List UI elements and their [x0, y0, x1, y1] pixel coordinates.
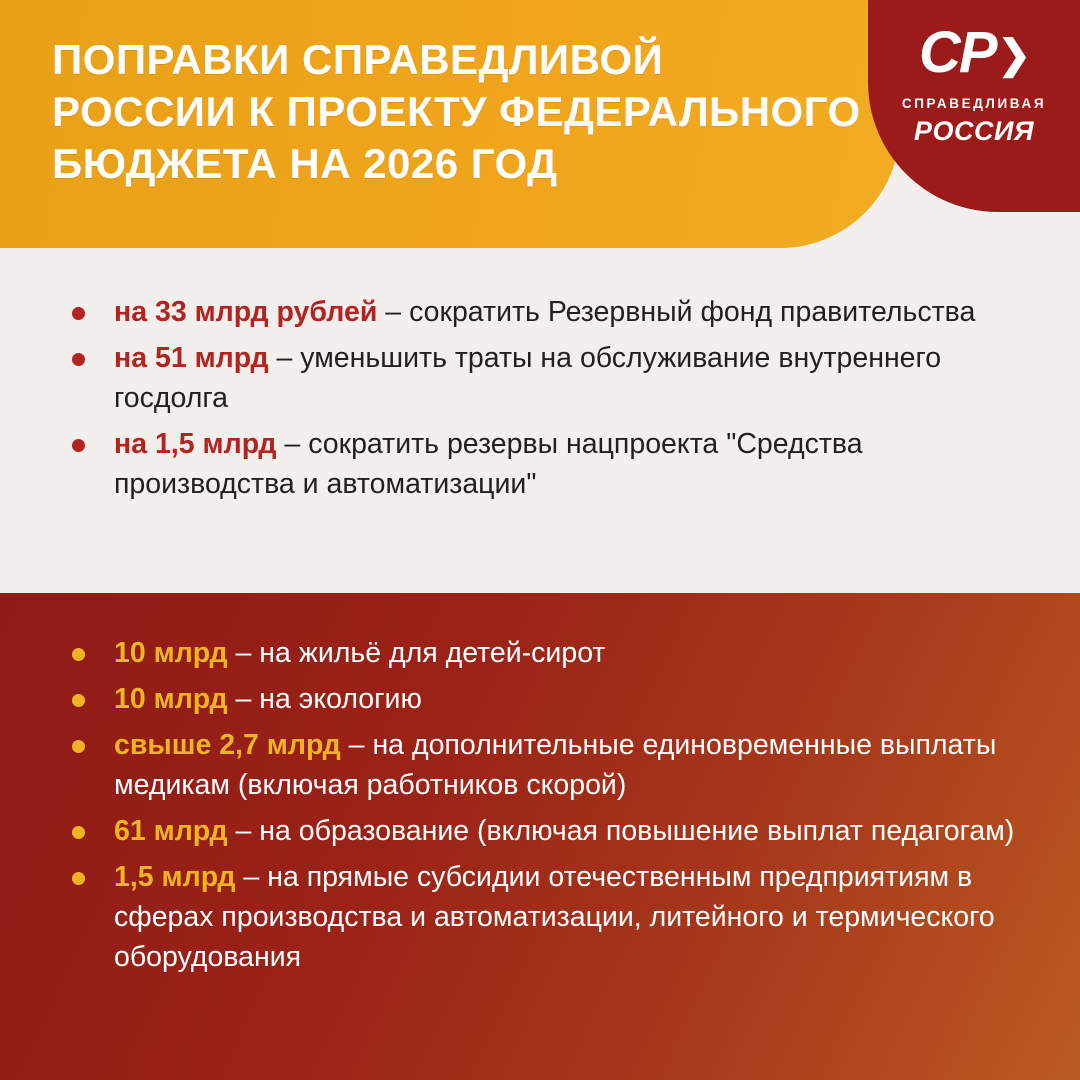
spending-list: [56, 633, 1024, 977]
page-title-line-2: РОССИИ К ПРОЕКТУ ФЕДЕРАЛЬНОГО: [52, 88, 861, 135]
party-logo: [868, 0, 1080, 212]
logo-monogram-icon: [868, 22, 1080, 86]
list-item-dash: –: [227, 637, 260, 669]
logo-chevron-icon: ❯: [997, 33, 1030, 77]
page-title-line-3: БЮДЖЕТА НА 2026 ГОД: [52, 140, 558, 187]
list-item-text: на прямые субсидии отечественным предприятиям в сферах производства и автоматизации, литейного и термического оборудования: [114, 861, 995, 973]
bullet-icon: [72, 648, 85, 661]
cuts-section: [0, 258, 1080, 593]
list-item: [56, 292, 1024, 332]
list-item-text: сократить резервы нацпроекта "Средства производства и автоматизации": [114, 428, 863, 500]
list-item-text: на образование (включая повышение выплат педагогам): [259, 815, 1015, 847]
list-item-dash: –: [227, 683, 260, 715]
list-item-dash: –: [377, 296, 410, 328]
logo-monogram-text: СР: [918, 20, 996, 85]
list-item-amount: 1,5 млрд: [114, 861, 236, 893]
list-item-dash: –: [340, 729, 373, 761]
bullet-icon: [72, 353, 85, 366]
list-item: [56, 633, 1024, 673]
cuts-list: [56, 292, 1024, 504]
bullet-icon: [72, 740, 85, 753]
list-item-text: сократить Резервный фонд правительства: [409, 296, 976, 328]
list-item-dash: –: [235, 861, 268, 893]
header: [0, 0, 1080, 258]
list-item-amount: на 51 млрд: [114, 342, 269, 374]
list-item-amount: 61 млрд: [114, 815, 228, 847]
list-item: [56, 725, 1024, 805]
page-title-line-1: ПОПРАВКИ СПРАВЕДЛИВОЙ: [52, 36, 664, 83]
bullet-icon: [72, 439, 85, 452]
list-item: [56, 857, 1024, 977]
bullet-icon: [72, 694, 85, 707]
list-item-text: на дополнительные единовременные выплаты медикам (включая работников скорой): [114, 729, 997, 801]
list-item-amount: 10 млрд: [114, 683, 228, 715]
list-item: [56, 811, 1024, 851]
list-item-amount: 10 млрд: [114, 637, 228, 669]
list-item-dash: –: [268, 342, 301, 374]
list-item-dash: –: [276, 428, 309, 460]
list-item-text: уменьшить траты на обслуживание внутреннего госдолга: [114, 342, 942, 414]
list-item-dash: –: [227, 815, 260, 847]
list-item: [56, 338, 1024, 418]
bullet-icon: [72, 872, 85, 885]
logo-subtitle-bottom: РОССИЯ: [913, 116, 1035, 146]
bullet-icon: [72, 307, 85, 320]
list-item-amount: свыше 2,7 млрд: [114, 729, 341, 761]
bullet-icon: [72, 826, 85, 839]
spending-section: [0, 593, 1080, 1080]
list-item-text: на экологию: [259, 683, 422, 715]
logo-subtitle-top: СПРАВЕДЛИВАЯ: [901, 96, 1047, 111]
list-item: [56, 424, 1024, 504]
list-item-text: на жильё для детей-сирот: [259, 637, 606, 669]
list-item-amount: на 1,5 млрд: [114, 428, 277, 460]
page-title: [52, 34, 862, 190]
list-item: [56, 679, 1024, 719]
list-item-amount: на 33 млрд рублей: [114, 296, 378, 328]
